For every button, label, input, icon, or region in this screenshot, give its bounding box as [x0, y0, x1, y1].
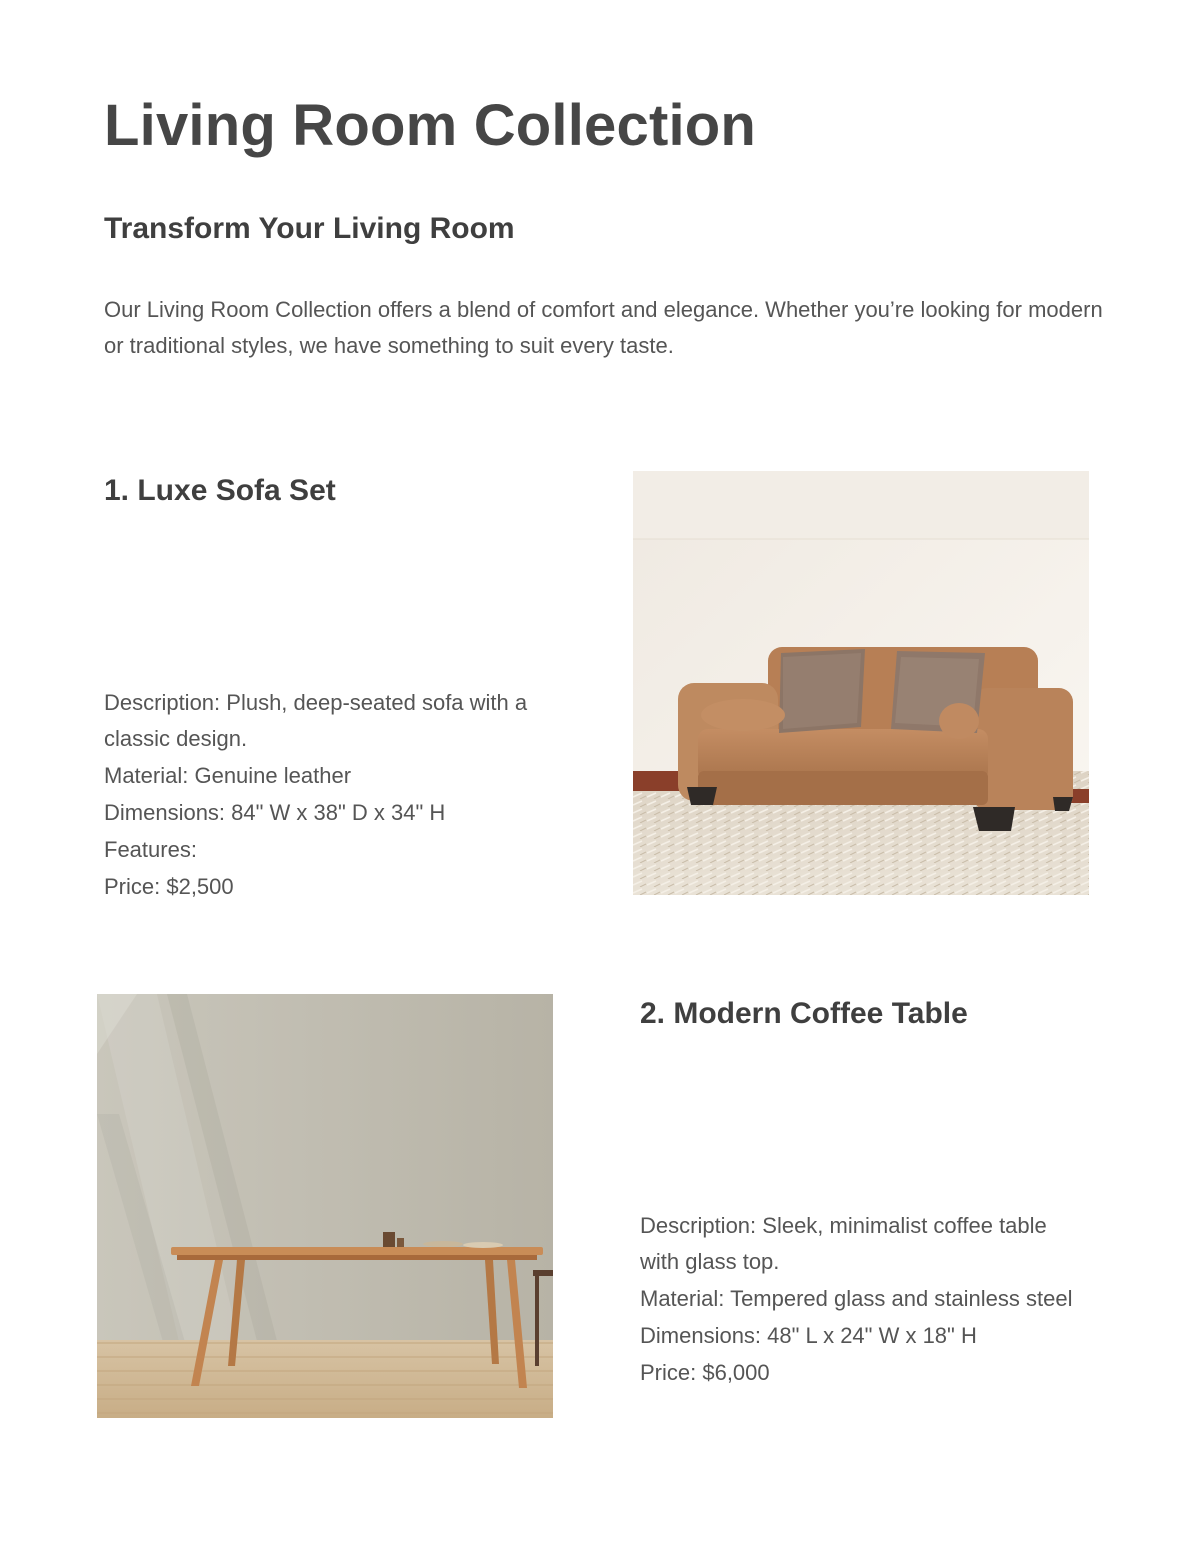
page-title: Living Room Collection — [104, 93, 757, 158]
product-price: Price: $6,000 — [640, 1359, 770, 1385]
sofa-photo — [633, 471, 1089, 895]
table-photo — [97, 994, 553, 1418]
product-material: Material: Genuine leather — [104, 762, 352, 788]
product-details-table — [640, 1208, 1085, 1392]
intro-paragraph: Our Living Room Collection offers a blend of comfort and elegance. Whether you’re looking for modern or traditional styles, we have something to suit every taste. — [104, 297, 1103, 358]
table-illustration — [97, 994, 553, 1418]
sofa-illustration — [633, 471, 1089, 895]
section-subtitle: Transform Your Living Room — [104, 212, 515, 245]
product-heading-sofa: 1. Luxe Sofa Set — [104, 474, 336, 507]
product-dimensions: Dimensions: 84" W x 38" D x 34" H — [104, 799, 446, 825]
product-description: Description: Sleek, minimalist coffee table with glass top. — [640, 1213, 1047, 1274]
product-features: Features: — [104, 836, 197, 862]
product-description: Description: Plush, deep-seated sofa with a classic design. — [104, 690, 528, 751]
product-heading-table: 2. Modern Coffee Table — [640, 997, 968, 1030]
product-details-sofa — [104, 685, 549, 906]
product-dimensions: Dimensions: 48" L x 24" W x 18" H — [640, 1322, 977, 1348]
product-price: Price: $2,500 — [104, 873, 234, 899]
product-material: Material: Tempered glass and stainless steel — [640, 1285, 1073, 1311]
